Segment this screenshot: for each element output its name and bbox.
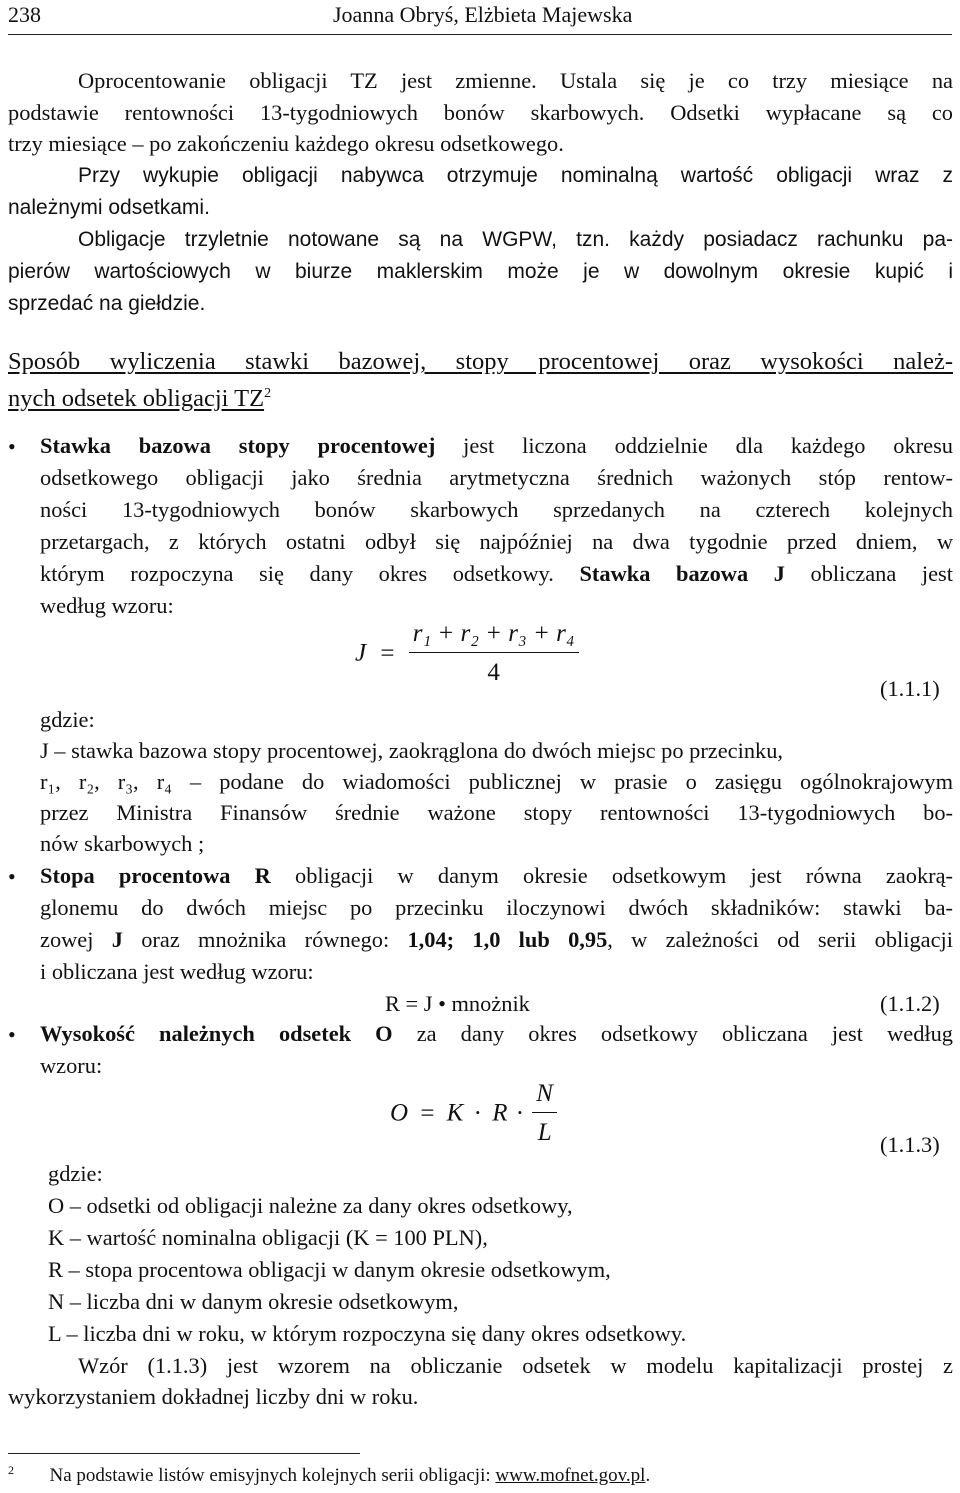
bullet1-line4: przetargach, z których ostatni odbył się najpóźniej na dwa tygodnie przed dniem, w — [40, 529, 953, 554]
formula1-fraction — [409, 620, 579, 687]
bullet2-bold: Stopa procentowa R — [40, 863, 271, 888]
bullet1-line5 — [40, 558, 953, 590]
where1-j: J – stawka bazowa stopy procentowej, zaokrąglona do dwóch miejsc po przecinku, — [40, 738, 784, 763]
eq-number-3: (1.1.3) — [880, 1132, 940, 1157]
footnote-link[interactable]: www.mofnet.gov.pl — [495, 1465, 646, 1486]
bullet2-line1 — [40, 860, 953, 892]
bullet1-line2: odsetkowego obligacji jako średnia arytmetyczna średnich ważonych stóp rentow- — [40, 465, 953, 490]
where2-item: O – odsetki od obligacji należne za dany okres odsetkowy, — [48, 1193, 573, 1218]
eq-number-2: (1.1.2) — [880, 991, 940, 1016]
formula3-dot2: · — [515, 1099, 525, 1127]
eq-number-1: (1.1.1) — [880, 676, 940, 701]
footnote-text: Na podstawie listów emisyjnych kolejnych serii obligacji: — [49, 1465, 496, 1486]
bullet-icon: • — [8, 434, 16, 459]
footnote-ref: 2 — [264, 386, 272, 401]
footnote-mark: 2 — [8, 1463, 14, 1477]
formula3-dot: · — [473, 1099, 482, 1127]
formula1-numerator: r₁ + r₂ + r₃ + r₄ — [409, 620, 579, 653]
formula-1-1-1 — [355, 620, 579, 687]
section-title — [8, 346, 953, 415]
where2-item: K – wartość nominalna obligacji (K = 100 PLN), — [48, 1225, 488, 1250]
intro-p2-line2: należnymi odsetkami. — [8, 196, 210, 219]
bullet2-l3-b: J — [111, 927, 123, 952]
bullet2-line2: glonemu do dwóch miejsc po przecinku iloczynowi dwóch składników: stawki ba- — [40, 895, 953, 920]
intro-p3-line1: Obligacje trzyletnie notowane są na WGPW, tzn. każdy posiadacz rachunku pa- — [78, 228, 953, 251]
where1-label: gdzie: — [40, 707, 95, 732]
formula3-k: K — [446, 1099, 464, 1127]
bullet1-bold: Stawka bazowa stopy procentowej — [40, 433, 436, 458]
formula3-lhs: O — [390, 1099, 409, 1127]
bullet2-line4: i obliczana jest według wzoru: — [40, 959, 314, 984]
section-title-line1: Sposób wyliczenia stawki bazowej, stopy procentowej oraz wysokości należ- — [8, 348, 953, 375]
intro-p1-line1: Oprocentowanie obligacji TZ jest zmienne. Ustala się je co trzy miesiące na — [78, 68, 953, 93]
where2-label: gdzie: — [48, 1161, 103, 1186]
formula3-denominator: L — [537, 1119, 552, 1146]
footnote-rule — [8, 1453, 360, 1454]
closing-line1: Wzór (1.1.3) jest wzorem na obliczanie odsetek w modelu kapitalizacji prostej z — [78, 1353, 953, 1378]
footnote-end: . — [645, 1465, 651, 1486]
where1-r3: nów skarbowych ; — [40, 831, 205, 856]
where2-item: R – stopa procentowa obligacji w danym okresie odsetkowym, — [48, 1257, 611, 1282]
where1-r1: r₁, r₂, r₃, r₄ – podane do wiadomości publicznej w prasie o zasięgu ogólnokrajowym — [40, 769, 953, 794]
formula-1-1-3 — [390, 1080, 557, 1147]
formula3-r: R — [492, 1099, 508, 1127]
bullet3-line1 — [40, 1018, 953, 1050]
bullet3-line2: wzoru: — [40, 1053, 103, 1078]
bullet2-l3-d: 1,04; 1,0 lub 0,95 — [407, 927, 608, 952]
closing-line2: wykorzystaniem dokładnej liczby dni w roku. — [8, 1384, 419, 1409]
intro-p1-line3: trzy miesiące – po zakończeniu każdego okresu odsetkowego. — [8, 131, 564, 156]
intro-p2-line1: Przy wykupie obligacji nabywca otrzymuje nominalną wartość obligacji wraz z — [78, 164, 953, 187]
formula1-lhs: J — [355, 639, 367, 667]
bullet3-bold: Wysokość należnych odsetek O — [40, 1021, 393, 1046]
bullet1-line1-rest: jest liczona oddzielnie dla każdego okresu — [435, 433, 953, 458]
page-number: 238 — [8, 2, 41, 27]
bullet1-line6: według wzoru: — [40, 593, 174, 618]
intro-p3-line3: sprzedać na giełdzie. — [8, 292, 206, 315]
bullet1-line3: ności 13-tygodniowych bonów skarbowych sprzedanych na czterech kolejnych — [40, 497, 953, 522]
bullet-icon: • — [8, 864, 16, 889]
page-header — [8, 0, 952, 35]
formula3-eq: = — [420, 1099, 435, 1127]
bullet-icon: • — [8, 1022, 16, 1047]
bullet2-l3-e: , w zależności od serii obligacji — [607, 927, 953, 952]
bullet1-line5-rest: obliczana jest — [784, 561, 953, 586]
where1-r2: przez Ministra Finansów średnie ważone stopy rentowności 13-tygodniowych bo- — [40, 800, 953, 825]
bullet2-l3-c: oraz mnożnika równego: — [122, 927, 408, 952]
bullet1-line5-text: którym rozpoczyna się dany okres odsetkowy. — [40, 561, 580, 586]
bullet2-line1-rest: obligacji w danym okresie odsetkowym jest równa zaokrą- — [270, 863, 953, 888]
intro-p1-line2: podstawie rentowności 13-tygodniowych bonów skarbowych. Odsetki wypłacane są co — [8, 100, 953, 125]
bullet1-line1 — [40, 430, 953, 462]
bullet2-line3 — [40, 924, 953, 956]
bullet3-line1-rest: za dany okres odsetkowy obliczana jest według — [392, 1021, 953, 1046]
formula3-numerator: N — [532, 1080, 557, 1113]
running-title: Joanna Obryś, Elżbieta Majewska — [333, 2, 633, 27]
bullet2-l3-a: zowej — [40, 927, 112, 952]
bullet1-line5-bold: Stawka bazowa J — [579, 561, 785, 586]
intro-p3-line2: pierów wartościowych w biurze maklerskim może je w dowolnym okresie kupić i — [8, 260, 953, 283]
formula3-fraction — [532, 1080, 557, 1147]
where2-item: L – liczba dni w roku, w którym rozpoczyna się dany okres odsetkowy. — [48, 1321, 687, 1346]
where2-item: N – liczba dni w danym okresie odsetkowym, — [48, 1289, 459, 1314]
formula1-eq: = — [380, 639, 395, 667]
formula1-denominator: 4 — [487, 659, 500, 686]
section-title-line2: nych odsetek obligacji TZ — [8, 385, 265, 413]
formula-1-1-2: R = J • mnożnik — [385, 991, 530, 1016]
footnote — [8, 1465, 650, 1487]
